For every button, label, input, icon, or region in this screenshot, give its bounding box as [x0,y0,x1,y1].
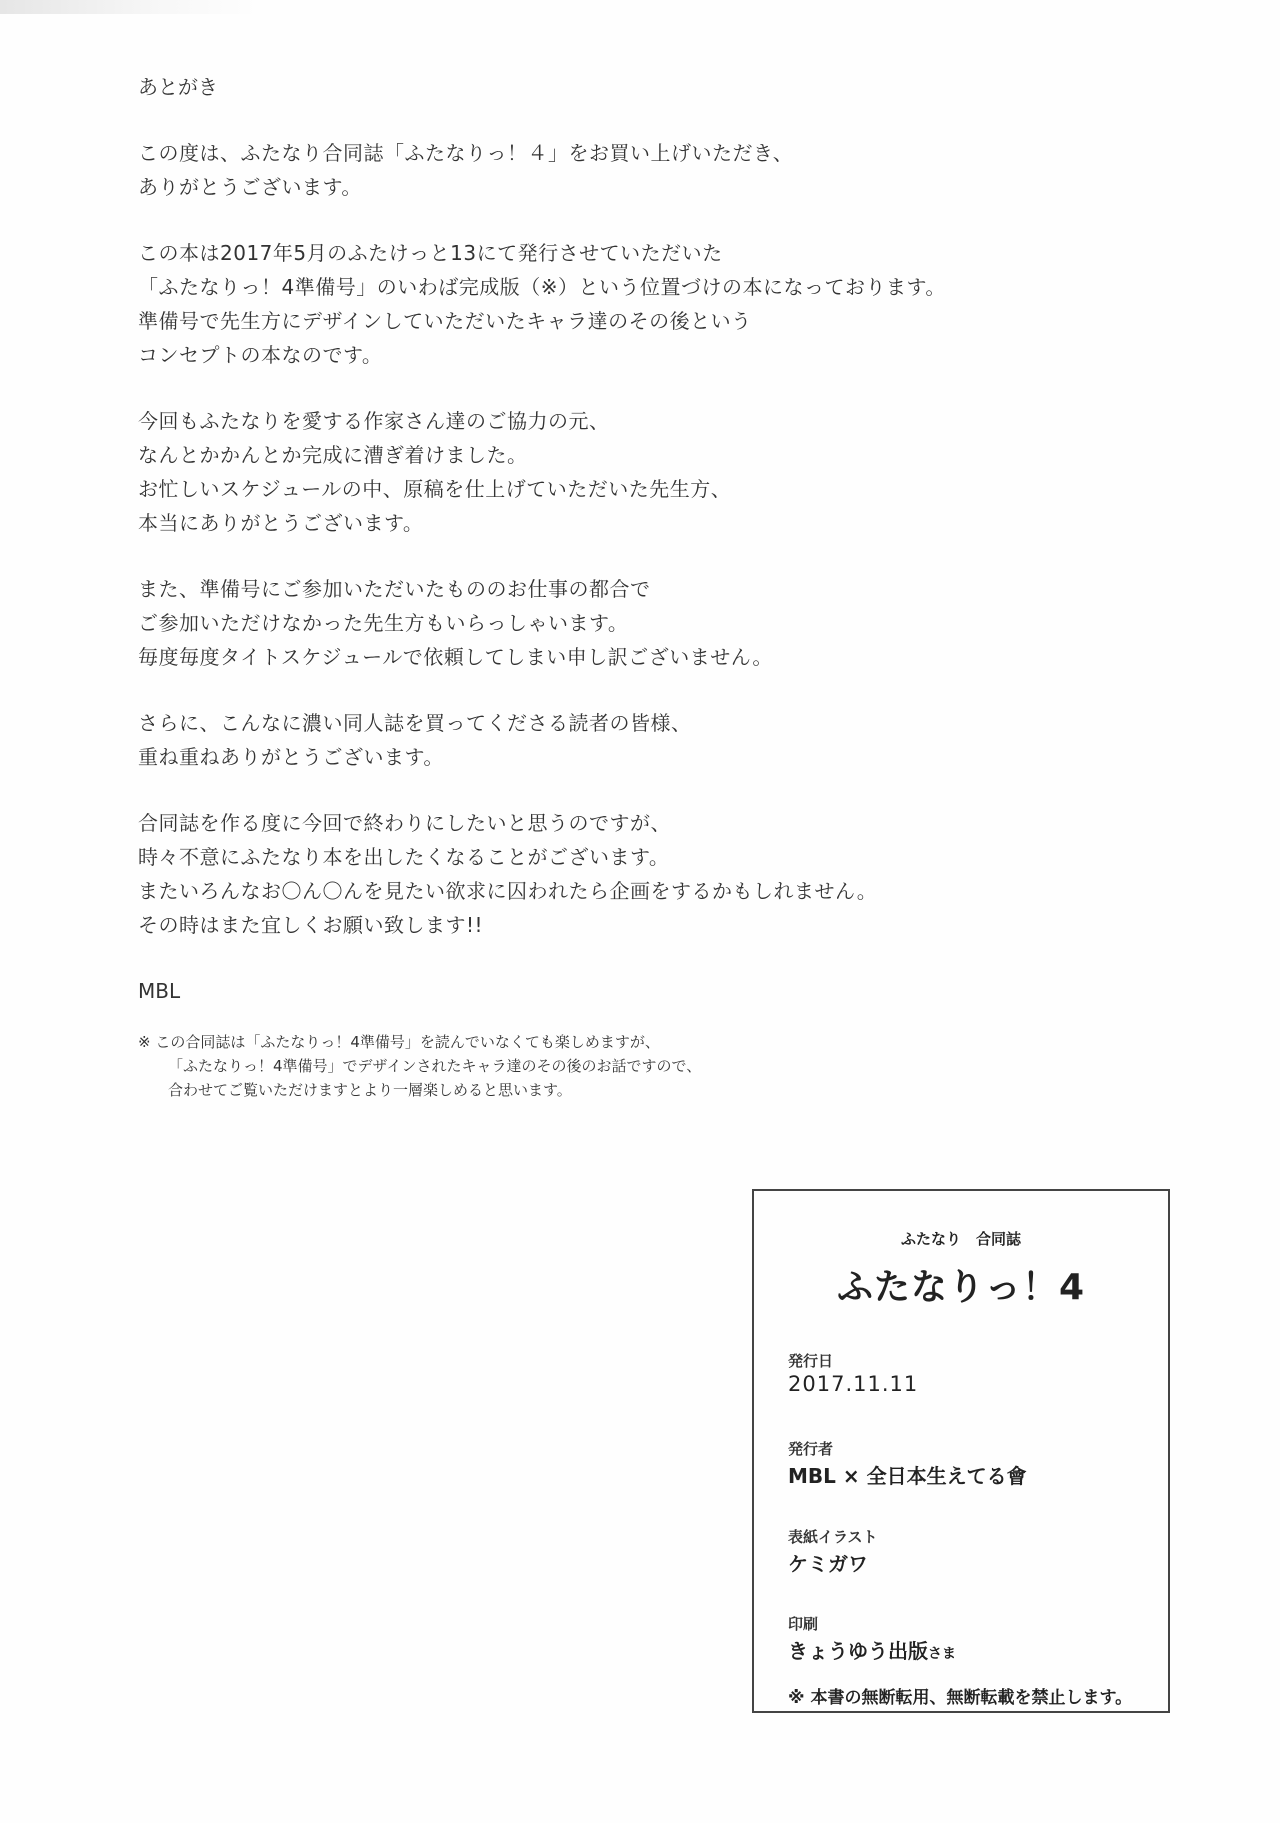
text-line: ご参加いただけなかった先生方もいらっしゃいます。 [138,611,629,635]
text-line: また、準備号にご参加いただいたもののお仕事の都合で [138,577,651,601]
text-line: 今回もふたなりを愛する作家さん達のご協力の元、 [138,409,610,433]
text-line: お忙しいスケジュールの中、原稿を仕上げていただいた先生方、 [138,477,732,501]
afterword-title: あとがき [138,75,218,99]
text-line: コンセプトの本なのです。 [138,343,383,367]
text-line: なんとかかんとか完成に漕ぎ着けました。 [138,443,528,467]
copyright-notice: ※ 本書の無断転用、無断転載を禁止します。 [788,1688,1133,1708]
afterword-section [138,70,1098,1102]
paragraph-2 [138,236,1098,372]
printer-honorific: さま [928,1646,956,1662]
text-line: 「ふたなりっ！4準備号」のいわば完成版（※）という位置づけの本になっております。 [138,275,946,299]
signature: MBL [138,979,181,1003]
paragraph-6 [138,806,1098,942]
colophon-title: ふたなりっ！4 [836,1267,1086,1308]
footnote-line: 「ふたなりっ！4準備号」でデザインされたキャラ達のその後のお話ですので、 [168,1057,702,1075]
text-line: この度は、ふたなり合同誌「ふたなりっ！４」をお買い上げいただき、 [138,141,794,165]
publish-date: 2017.11.11 [788,1372,919,1396]
publisher-label: 発行者 [788,1440,834,1458]
colophon-subtitle: ふたなり 合同誌 [900,1230,1021,1248]
colophon-box [752,1189,1170,1713]
date-label: 発行日 [788,1352,834,1370]
paragraph-1 [138,136,1098,204]
cover-artist: ケミガワ [788,1552,868,1576]
footnote-line: 合わせてご覧いただけますとより一層楽しめると思います。 [168,1081,572,1099]
text-line: 本当にありがとうございます。 [138,511,424,535]
paragraph-4 [138,572,1098,674]
text-line: さらに、こんなに濃い同人誌を買ってくださる読者の皆様、 [138,711,692,735]
text-line: 準備号で先生方にデザインしていただいたキャラ達のその後という [138,309,752,333]
paragraph-5 [138,706,1098,774]
text-line: ありがとうございます。 [138,175,362,199]
text-line: この本は2017年5月のふたけっと13にて発行させていただいた [138,241,723,265]
text-line: 合同誌を作る度に今回で終わりにしたいと思うのですが、 [138,811,671,835]
footnote-line: ※ この合同誌は「ふたなりっ！4準備号」を読んでいなくても楽しめますが、 [138,1033,660,1051]
paragraph-3 [138,404,1098,540]
printer-row [788,1635,956,1664]
footnote [138,1030,1098,1102]
text-line: 時々不意にふたなり本を出したくなることがございます。 [138,845,670,869]
scan-smudge [0,0,260,14]
text-line: 重ね重ねありがとうございます。 [138,745,444,769]
print-label: 印刷 [788,1615,819,1633]
cover-label: 表紙イラスト [788,1528,878,1546]
text-line: またいろんなお〇ん〇んを見たい欲求に囚われたら企画をするかもしれません。 [138,879,878,903]
text-line: その時はまた宜しくお願い致します!! [138,913,484,937]
text-line: 毎度毎度タイトスケジュールで依頼してしまい申し訳ございません。 [138,645,773,669]
publisher-name: MBL × 全日本生えてる會 [788,1464,1027,1488]
printer-name: きょうゆう出版 [788,1639,928,1663]
